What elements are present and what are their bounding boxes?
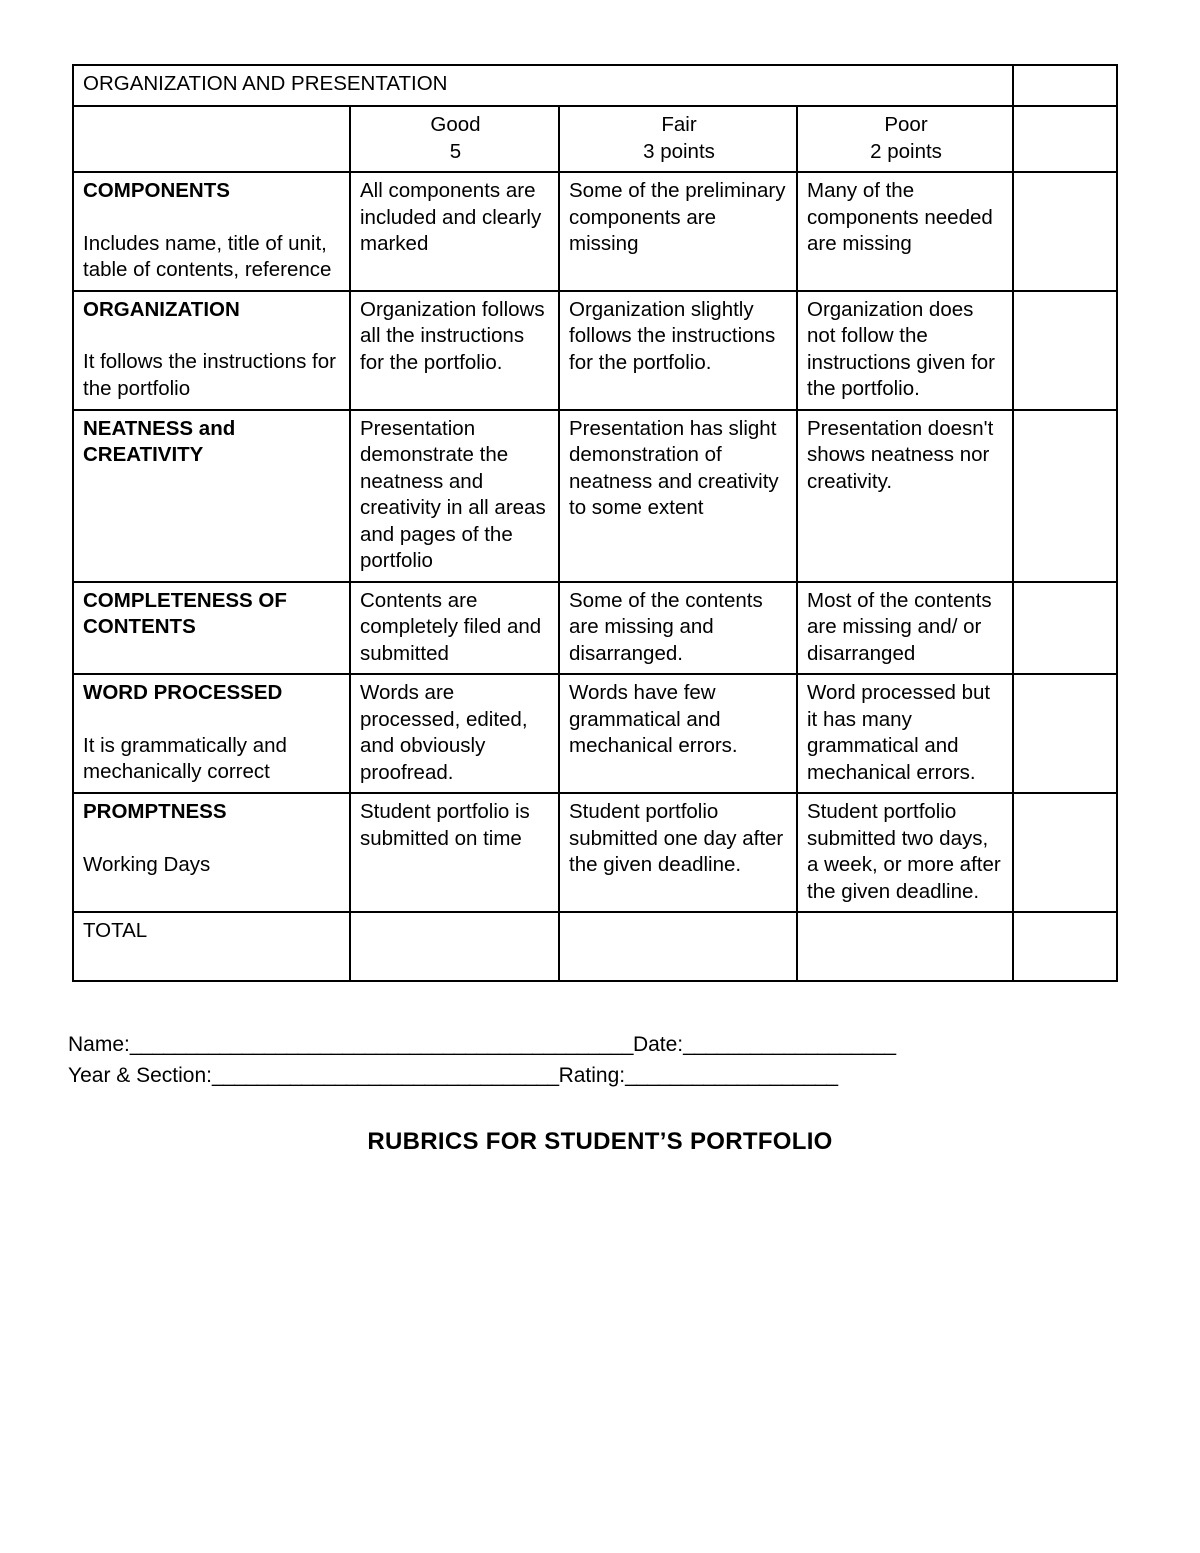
header-poor-label: Poor [884,113,928,136]
table-row [73,291,1117,410]
criterion-description: Includes name, title of unit, table of contents, reference [83,231,332,281]
row-score-cell[interactable] [1013,291,1117,410]
good-descriptor-cell: Presentation demonstrate the neatness and creativity in all areas and pages of the portfolio [350,410,559,582]
table-row [73,674,1117,793]
criterion-cell [73,793,350,912]
table-row [73,410,1117,582]
total-poor-cell[interactable] [797,912,1013,981]
row-score-cell[interactable] [1013,674,1117,793]
date-input-line[interactable]: ___________________ [683,1033,896,1056]
name-date-row [68,1029,1128,1060]
date-label: Date: [632,1033,684,1056]
rating-label: Rating: [558,1064,626,1087]
criterion-cell [73,291,350,410]
fair-descriptor-cell: Some of the contents are missing and disarranged. [559,582,797,675]
section-title-cell: ORGANIZATION AND PRESENTATION [73,65,1013,106]
criterion-cell [73,410,350,582]
criterion-title: NEATNESS and CREATIVITY [83,416,236,466]
good-descriptor-cell: Contents are completely filed and submitted [350,582,559,675]
fair-descriptor-cell: Words have few grammatical and mechanical errors. [559,674,797,793]
fair-descriptor-cell: Organization slightly follows the instructions for the portfolio. [559,291,797,410]
good-descriptor-cell: Words are processed, edited, and obviously proofread. [350,674,559,793]
header-good-points: 5 [449,139,462,163]
poor-descriptor-cell: Presentation doesn't shows neatness nor creativity. [797,410,1013,582]
table-header-row [73,106,1117,172]
criterion-cell [73,582,350,675]
header-poor-cell [797,106,1013,172]
header-good-label: Good [430,113,481,136]
criterion-cell [73,674,350,793]
total-score-cell[interactable] [1013,912,1117,981]
header-good-cell [350,106,559,172]
table-row [73,582,1117,675]
total-fair-cell[interactable] [559,912,797,981]
good-descriptor-cell: Student portfolio is submitted on time [350,793,559,912]
year-rating-row [68,1060,1128,1091]
criterion-title: PROMPTNESS [83,800,227,823]
rating-input-line[interactable]: ___________________ [625,1064,838,1087]
header-criterion-cell [73,106,350,172]
poor-descriptor-cell: Organization does not follow the instructions given for the portfolio. [797,291,1013,410]
criterion-title: COMPLETENESS OF CONTENTS [83,588,287,638]
good-descriptor-cell: Organization follows all the instructions for the portfolio. [350,291,559,410]
total-good-cell[interactable] [350,912,559,981]
row-score-cell[interactable] [1013,582,1117,675]
header-fair-cell [559,106,797,172]
criterion-title: ORGANIZATION [83,297,240,321]
table-section-title-row [73,65,1117,106]
criterion-description: It follows the instructions for the portfolio [83,350,336,400]
table-total-row [73,912,1117,981]
rubric-table [72,64,1118,982]
total-label-cell: TOTAL [73,912,350,981]
signature-block [68,1029,1128,1091]
page-title: RUBRICS FOR STUDENT’S PORTFOLIO [367,1128,833,1155]
name-label: Name: [68,1033,130,1056]
table-row [73,172,1117,291]
header-fair-label: Fair [661,113,697,136]
rubric-table-wrapper [72,64,1116,982]
criterion-title: COMPONENTS [83,179,230,202]
fair-descriptor-cell: Presentation has slight demonstration of neatness and creativity to some extent [559,410,797,582]
criterion-description: It is grammatically and mechanically correct [83,733,287,783]
criterion-title: WORD PROCESSED [83,681,283,704]
row-score-cell[interactable] [1013,793,1117,912]
poor-descriptor-cell: Many of the components needed are missing [797,172,1013,291]
header-poor-points: 2 points [870,139,942,163]
fair-descriptor-cell: Some of the preliminary components are missing [559,172,797,291]
year-section-input-line[interactable]: _______________________________ [212,1064,559,1087]
good-descriptor-cell: All components are included and clearly marked [350,172,559,291]
year-section-label: Year & Section: [68,1064,212,1087]
criterion-cell [73,172,350,291]
name-input-line[interactable]: _____________________________________________ [129,1033,633,1056]
header-fair-points: 3 points [643,139,715,163]
table-row [73,793,1117,912]
criterion-description: Working Days [83,852,211,876]
poor-descriptor-cell: Most of the contents are missing and/ or disarranged [797,582,1013,675]
row-score-cell[interactable] [1013,172,1117,291]
row-score-cell[interactable] [1013,410,1117,582]
fair-descriptor-cell: Student portfolio submitted one day after the given deadline. [559,793,797,912]
header-score-cell [1013,106,1117,172]
section-title-score-cell [1013,65,1117,106]
poor-descriptor-cell: Student portfolio submitted two days, a week, or more after the given deadline. [797,793,1013,912]
poor-descriptor-cell: Word processed but it has many grammatical and mechanical errors. [797,674,1013,793]
